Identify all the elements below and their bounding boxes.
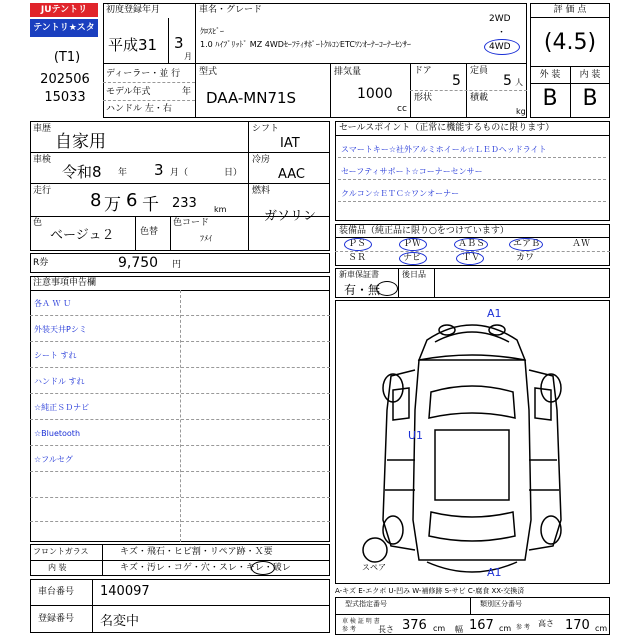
diagram-spare-label: スペア (362, 563, 386, 572)
logo-line2: テントリ★スター (30, 19, 98, 37)
sales-point-item: セーフティサポート☆コーナーセンサー (341, 167, 483, 176)
note-item: ハンドル すれ (34, 377, 85, 386)
equipment-tv: ＴＶ (462, 253, 481, 263)
equipment-navi-circle (399, 252, 427, 265)
capacity-label: 定員 (470, 66, 489, 76)
color-code-value: ﾌﾒｲ (200, 234, 212, 243)
model-year-label: モデル年式 (106, 87, 151, 97)
equipment-ps: ＰＳ (348, 239, 367, 249)
rating-interior: B (582, 86, 598, 111)
warranty-circle (376, 281, 398, 296)
recycle-value: 9,750 (118, 255, 159, 271)
equipment-ps-circle (344, 238, 372, 251)
usage-label: 車歴 (33, 124, 52, 134)
mileage-v2: 6 (126, 190, 138, 211)
shift-label: シフト (252, 124, 280, 134)
rating-interior-label: 内 装 (579, 70, 601, 80)
mileage-v3: 233 (172, 196, 197, 211)
mileage-v1: 8 (90, 190, 102, 211)
legend: A-キズ E-エクボ U-凹み W-補修跡 S-サビ C-腐食 XX-交換済 (335, 587, 525, 595)
shift-value: IAT (280, 136, 300, 151)
diagram-rear-mark: A1 (487, 566, 502, 579)
displacement-unit: cc (397, 104, 407, 114)
badge-number: 15033 (44, 90, 86, 105)
height-label: 高さ (538, 619, 554, 628)
inspection-year-unit: 年 (118, 168, 128, 178)
color-code-label: 色コード (173, 218, 210, 228)
owner-value: 名変中 (100, 614, 140, 629)
mileage-label: 走行 (33, 186, 52, 196)
car-diagram (335, 300, 610, 584)
model-year-unit: 年 (182, 87, 192, 97)
aircon-label: 冷房 (252, 155, 271, 165)
chassis-label: 車台番号 (38, 587, 75, 597)
equipment-aw: ＡＷ (572, 239, 591, 249)
note-item: ☆Bluetooth (34, 429, 81, 438)
spec-label-1: 型式指定番号 (345, 600, 387, 608)
fuel-value: ガソリン (264, 209, 317, 224)
color-change-label: 色替 (140, 227, 159, 237)
mileage-u2: 千 (142, 195, 159, 215)
book-label: 後日品 (402, 270, 426, 279)
length-value: 376 (402, 618, 427, 633)
drive-2wd: 2WD (489, 14, 511, 24)
note-item: ☆フルセグ (34, 455, 73, 464)
usage-value: 自家用 (55, 132, 106, 152)
registration-era: 平成31 (108, 36, 158, 54)
spec-label-2: 類別区分番号 (480, 600, 522, 608)
equipment-navi: ナビ (403, 253, 422, 263)
note-item: 各Ａ Ｗ Ｕ (34, 299, 72, 308)
load-unit: kg (516, 107, 526, 116)
drive-4wd: 4WD (489, 42, 511, 52)
equipment-abs: ＡＢＳ (458, 239, 486, 249)
interior-text: キズ・汚レ・コゲ・穴・スレ・キレ・破レ (120, 563, 291, 573)
equipment-pw: ＰＷ (403, 239, 422, 249)
registration-month: 3 (174, 34, 184, 52)
capacity-value: 5 (503, 73, 512, 89)
displacement-label: 排気量 (334, 67, 362, 77)
displacement-value: 1000 (357, 86, 393, 102)
load-label: 積載 (470, 93, 489, 103)
note-item: 外装天井Pシミ (34, 325, 87, 334)
length-label: 長さ (378, 625, 394, 634)
height-value: 170 (565, 618, 590, 633)
inspection-era: 令和8 (62, 163, 102, 181)
inspection-month-unit: 月（ (170, 168, 189, 178)
rating-score: (4.5) (543, 30, 597, 55)
handle-label: ハンドル 左・右 (106, 104, 172, 114)
shape-label: 形状 (414, 93, 433, 103)
mileage-unit: km (214, 205, 227, 214)
sales-point-item: スマートキー☆社外アルミホイール☆ＬＥＤヘッドライト (341, 145, 547, 154)
warranty-value: 有・無 (344, 283, 381, 297)
dealer-label: ディーラー・並 行 (106, 69, 181, 79)
sales-point-item: クルコン☆ＥＴＣ☆ワンオーナー (341, 189, 460, 198)
equipment-leather: カワ (516, 253, 535, 263)
inspection-month: 3 (154, 161, 164, 179)
diagram-front-mark: A1 (487, 307, 502, 320)
height-unit: cm (595, 624, 608, 633)
width-value: 167 (469, 618, 494, 633)
registration-month-unit: 月 (184, 52, 192, 61)
warranty-label: 新車保証書 (339, 270, 379, 279)
dims-ref-2: 参 考 (516, 624, 530, 631)
owner-label: 登録番号 (38, 614, 75, 624)
equipment-tv-circle (456, 252, 484, 265)
model-label: 型式 (199, 67, 218, 77)
interior-circle (251, 561, 275, 575)
registration-label: 初度登録年月 (106, 5, 161, 15)
note-item: シート すれ (34, 351, 77, 360)
equipment-pw-circle (399, 238, 427, 251)
width-label: 幅 (455, 625, 463, 634)
note-item: ☆純正ＳＤナビ (34, 403, 90, 412)
diagram-side-mark: U1 (408, 429, 424, 442)
mileage-u1: 万 (104, 195, 121, 215)
badge-date: 202506 (40, 72, 90, 87)
width-unit: cm (499, 624, 512, 633)
glass-label: フロントガラス (33, 547, 89, 556)
logo (28, 3, 100, 51)
equipment-airbag-circle (509, 238, 543, 251)
drive-dot: ・ (497, 28, 507, 38)
capacity-unit: 人 (515, 78, 523, 87)
recycle-label: R券 (33, 258, 49, 268)
rating-exterior: B (542, 86, 558, 111)
length-unit: cm (433, 624, 446, 633)
logo-line1: JUテントリ (30, 3, 98, 17)
doors-value: 5 (452, 73, 461, 89)
equipment-sr: ＳＲ (348, 253, 367, 263)
notes-label: 注意事項申告欄 (33, 278, 97, 288)
chassis-value: 140097 (100, 584, 150, 599)
model-value: DAA-MN71S (206, 89, 297, 107)
sales-points-label: セールスポイント（正常に機能するものに限ります） (339, 123, 555, 133)
car-name-label: 車名・グレード (199, 5, 263, 15)
inspection-label: 車検 (33, 155, 52, 165)
book-box (398, 268, 610, 298)
aircon-value: AAC (278, 167, 305, 182)
rating-label: 評 価 点 (553, 5, 587, 15)
doors-label: ドア (414, 66, 432, 76)
car-name-line2: 1.0 ﾊｲﾌﾞﾘｯﾄﾞ MZ 4WDｾｰﾌﾃｨｻﾎﾟｰﾄｸﾙｺﾝETCﾜﾝｵｰﾅｰｺｰﾅｰｾﾝｻｰ (200, 40, 411, 49)
chassis-box (30, 579, 330, 633)
interior-label: 内 装 (48, 563, 67, 572)
color-value: ベージュ２ (50, 228, 115, 243)
color-label: 色 (33, 218, 43, 228)
equipment-label: 装備品（純正品に限り○をつけています） (339, 226, 509, 236)
glass-text: キズ・飛石・ヒビ割・リペア跡・Ｘ要 (120, 547, 273, 557)
inspection-day-unit: 日） (224, 168, 243, 178)
dims-ref-1: 車 検 証 明 書 参 考 (342, 618, 380, 633)
rating-exterior-label: 外 装 (539, 70, 561, 80)
equipment-airbag: エアＢ (513, 239, 541, 249)
fuel-label: 燃料 (252, 186, 271, 196)
equipment-abs-circle (454, 238, 488, 251)
badge-code: (T1) (53, 50, 81, 65)
recycle-unit: 円 (172, 260, 182, 270)
car-name-line1: ｸﾛｽﾋﾞｰ (200, 27, 224, 36)
